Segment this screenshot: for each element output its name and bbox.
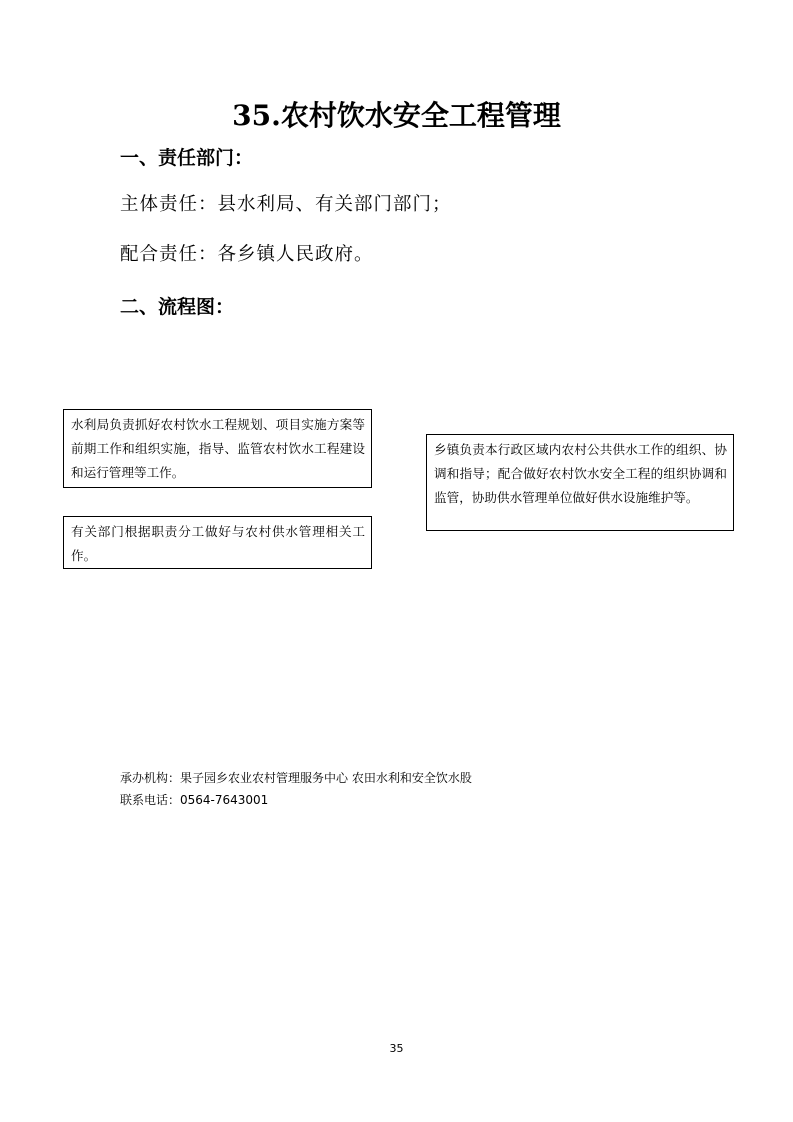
page-number: 35	[389, 1042, 404, 1055]
primary-responsibility-text: 主体责任：县水利局、有关部门部门；	[120, 194, 452, 215]
footer-organizer: 承办机构：果子园乡农业农村管理服务中心 农田水利和安全饮水股	[120, 771, 472, 785]
section-heading-responsible-departments: 一、责任部门：	[120, 147, 254, 169]
footer-phone: 联系电话：0564-7643001	[120, 793, 269, 807]
flowchart-box-township: 乡镇负责本行政区域内农村公共供水工作的组织、协调和指导；配合做好农村饮水安全工程的组织协调和监管，协助供水管理单位做好供水设施维护等。	[426, 434, 734, 531]
flowchart-box-related-departments: 有关部门根据职责分工做好与农村供水管理相关工作。	[63, 516, 372, 569]
page-title: 35.农村饮水安全工程管理	[232, 99, 561, 132]
section-heading-flowchart: 二、流程图：	[120, 296, 235, 318]
cooperating-responsibility-text: 配合责任：各乡镇人民政府。	[120, 244, 374, 265]
flowchart-box-water-bureau: 水利局负责抓好农村饮水工程规划、项目实施方案等前期工作和组织实施，指导、监管农村饮水工程建设和运行管理等工作。	[63, 409, 372, 488]
